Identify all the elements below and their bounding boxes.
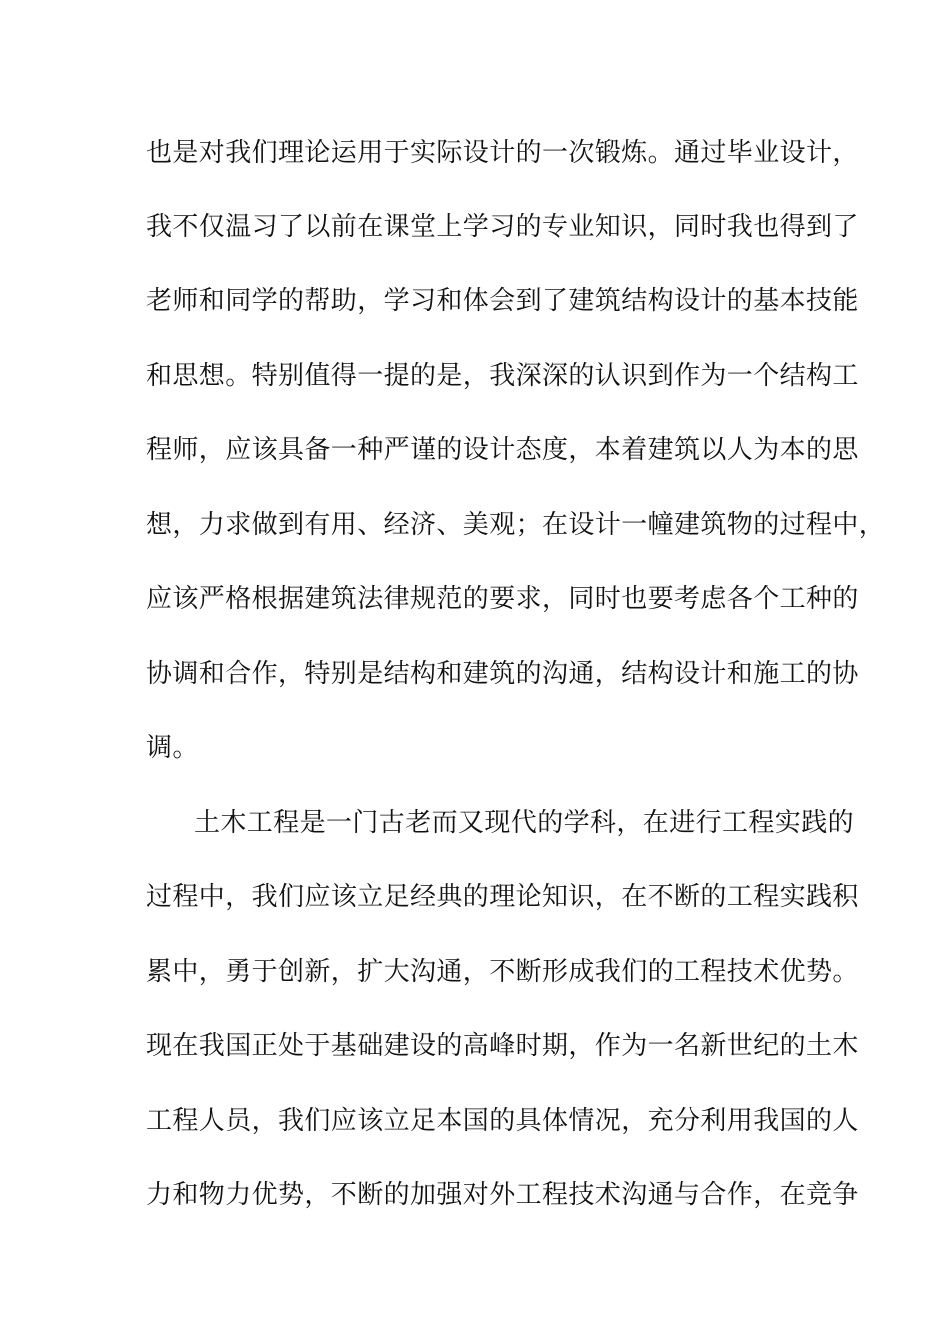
paragraph-line: 工程人员，我们应该立足本国的具体情况，充分利用我国的人 — [146, 1106, 859, 1136]
paragraph-line: 也是对我们理论运用于实际设计的一次锻炼。通过毕业设计， — [146, 138, 859, 168]
paragraph-line: 老师和同学的帮助，学习和体会到了建筑结构设计的基本技能 — [146, 286, 859, 316]
paragraph-line: 应该严格根据建筑法律规范的要求，同时也要考虑各个工种的 — [146, 584, 859, 614]
paragraph-line: 程师，应该具备一种严谨的设计态度，本着建筑以人为本的思 — [146, 435, 859, 465]
paragraph-line: 和思想。特别值得一提的是，我深深的认识到作为一个结构工 — [146, 361, 859, 391]
paragraph-line: 我不仅温习了以前在课堂上学习的专业知识，同时我也得到了 — [146, 212, 859, 242]
paragraph-line: 协调和合作，特别是结构和建筑的沟通，结构设计和施工的协 — [146, 659, 859, 689]
paragraph-line: 累中，勇于创新，扩大沟通，不断形成我们的工程技术优势。 — [146, 957, 859, 987]
paragraph-line: 过程中，我们应该立足经典的理论知识，在不断的工程实践积 — [146, 882, 859, 912]
paragraph-line: 力和物力优势，不断的加强对外工程技术沟通与合作，在竞争 — [146, 1180, 859, 1210]
paragraph-line: 土木工程是一门古老而又现代的学科，在进行工程实践的 — [194, 808, 855, 838]
paragraph-line: 想，力求做到有用、经济、美观；在设计一幢建筑物的过程中， — [146, 510, 886, 540]
paragraph-line: 调。 — [146, 733, 199, 763]
paragraph-line: 现在我国正处于基础建设的高峰时期，作为一名新世纪的土木 — [146, 1031, 859, 1061]
